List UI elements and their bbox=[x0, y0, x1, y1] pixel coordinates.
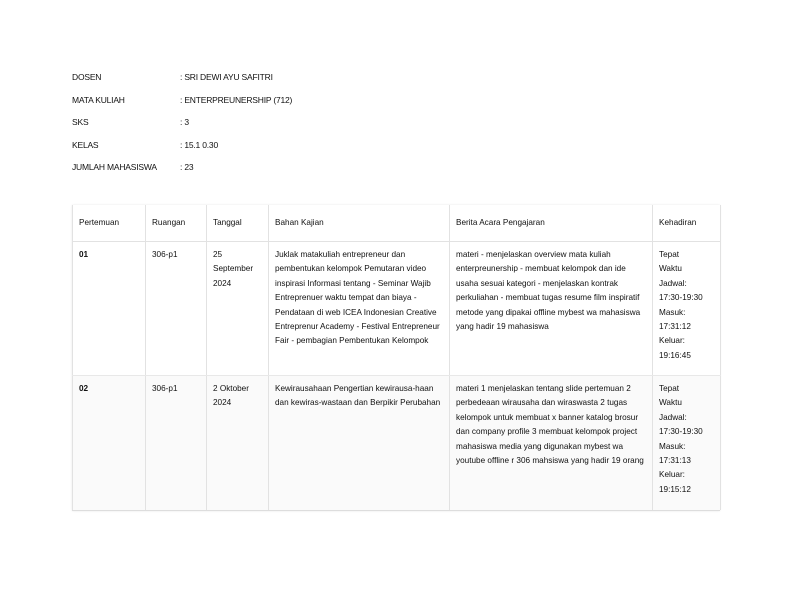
column-header-kehadiran: Kehadiran bbox=[653, 205, 721, 242]
column-header-tanggal: Tanggal bbox=[207, 205, 269, 242]
cell-ruangan: 306-p1 bbox=[146, 242, 207, 376]
info-label: SKS bbox=[72, 117, 89, 127]
info-label: MATA KULIAH bbox=[72, 94, 125, 105]
kehadiran-line: 19:15:12 bbox=[659, 484, 691, 494]
cell-kehadiran bbox=[653, 376, 721, 511]
kehadiran-line: Keluar: bbox=[659, 336, 685, 346]
attendance-table-container bbox=[72, 205, 720, 511]
info-value: : 15.1 0.30 bbox=[180, 139, 218, 150]
info-row-mata-kuliah bbox=[72, 95, 292, 118]
info-value: : 3 bbox=[180, 117, 189, 127]
cell-pertemuan: 01 bbox=[73, 242, 146, 376]
info-row-kelas bbox=[72, 140, 292, 163]
info-value: : ENTERPREUNERSHIP (712) bbox=[180, 94, 293, 105]
kehadiran-line: 17:30-19:30 bbox=[659, 427, 703, 437]
column-header-ruangan: Ruangan bbox=[146, 205, 207, 242]
cell-tanggal: 2 Oktober 2024 bbox=[207, 376, 269, 511]
kehadiran-line: 17:30-19:30 bbox=[659, 293, 703, 303]
info-row-jumlah-mahasiswa bbox=[72, 162, 292, 185]
kehadiran-line: Keluar: bbox=[659, 470, 685, 480]
kehadiran-line: Jadwal: bbox=[659, 412, 687, 422]
kehadiran-line: Tepat bbox=[659, 384, 680, 393]
cell-bahan-kajian: Juklak matakuliah entrepreneur dan pembentukan kelompok Pemutaran video inspirasi Informasi tentang - Seminar Wajib Entreprenuer waktu tempat dan biaya - Pendataan di web ICEA Indonesian Creative Entreprenur Academy - Festival Entrepreneur Fair - pembagian Pembentukan Kelompok bbox=[269, 242, 450, 376]
cell-bahan-kajian: Kewirausahaan Pengertian kewirausa-haan dan kewiras-wastaan dan Berpikir Perubahan bbox=[269, 376, 450, 511]
info-value: : 23 bbox=[180, 162, 194, 172]
kehadiran-line: Tepat bbox=[659, 250, 680, 259]
info-row-sks bbox=[72, 117, 292, 140]
table-row bbox=[73, 376, 721, 511]
column-header-pertemuan: Pertemuan bbox=[73, 205, 146, 242]
info-row-dosen bbox=[72, 72, 292, 95]
table-header-row bbox=[73, 205, 721, 242]
info-label: KELAS bbox=[72, 139, 99, 150]
kehadiran-line: Jadwal: bbox=[659, 278, 687, 288]
column-header-berita-acara: Berita Acara Pengajaran bbox=[450, 205, 653, 242]
info-label: JUMLAH MAHASISWA bbox=[72, 162, 157, 172]
kehadiran-line: 17:31:12 bbox=[659, 322, 691, 332]
kehadiran-line: 17:31:13 bbox=[659, 456, 691, 466]
cell-pertemuan: 02 bbox=[73, 376, 146, 511]
column-header-bahan-kajian: Bahan Kajian bbox=[269, 205, 450, 242]
cell-tanggal: 25 September 2024 bbox=[207, 242, 269, 376]
kehadiran-line: Waktu bbox=[659, 398, 682, 408]
cell-ruangan: 306-p1 bbox=[146, 376, 207, 511]
course-info bbox=[72, 72, 292, 185]
table-row bbox=[73, 242, 721, 376]
kehadiran-line: Masuk: bbox=[659, 441, 686, 451]
cell-berita-acara: materi 1 menjelaskan tentang slide pertemuan 2 perbedeaan wirausaha dan wiraswasta 2 tugas kelompok untuk membuat x banner katalog brosur dan company profile 3 membuat kelompok project mahasiswa media yang digunakan mybest wa youtube offline r 306 mahsiswa yang hadir 19 orang bbox=[450, 376, 653, 511]
info-value: : SRI DEWI AYU SAFITRI bbox=[180, 72, 273, 82]
kehadiran-line: Masuk: bbox=[659, 307, 686, 317]
attendance-table bbox=[72, 205, 721, 510]
kehadiran-line: Waktu bbox=[659, 264, 682, 274]
cell-berita-acara: materi - menjelaskan overview mata kuliah enterpreunership - membuat kelompok dan ide usaha sesuai kategori - menjelaskan kontrak perkuliahan - membuat tugas resume film inspiratif metode yang dipakai offline mybest wa mahasiswa yang hadir 19 mahasiswa bbox=[450, 242, 653, 376]
info-label: DOSEN bbox=[72, 72, 102, 82]
kehadiran-line: 19:16:45 bbox=[659, 350, 691, 360]
cell-kehadiran bbox=[653, 242, 721, 376]
